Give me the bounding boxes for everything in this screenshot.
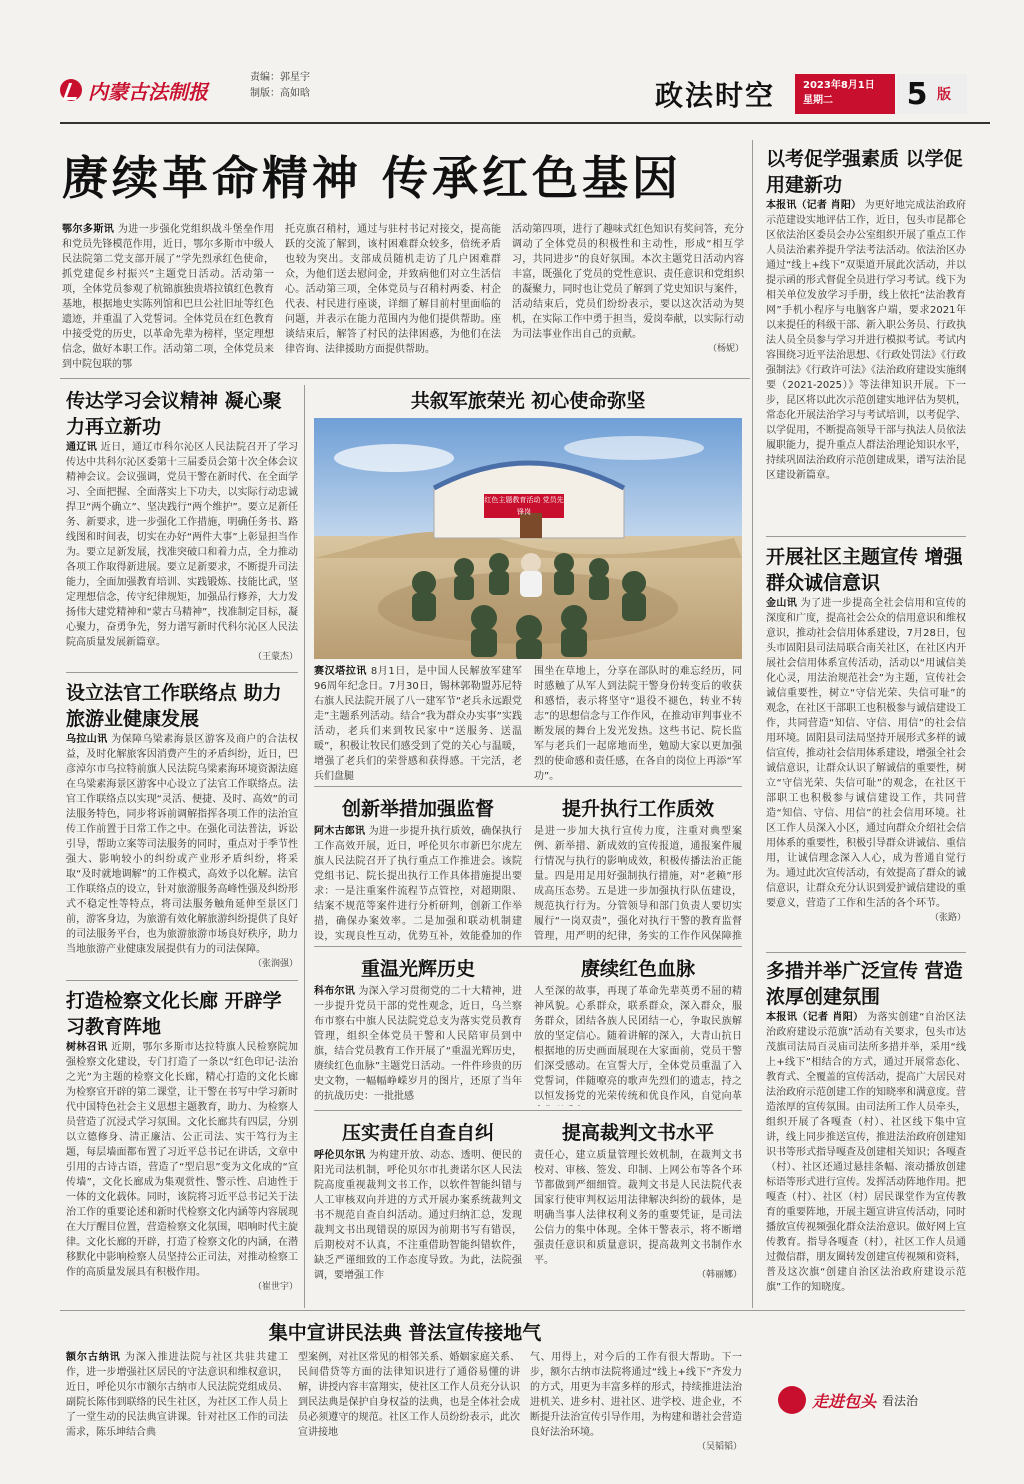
mid-story1-title: 创新举措加强监督 <box>341 798 494 820</box>
left-story3-lead: 树林召讯 <box>66 1042 108 1053</box>
mid-story2-text: 是进一步加大执行宣传力度，注重对典型案例、新举措、新成效的宣传报道，通报案件履行情况与执行的影响成效，积极传播法治正能量。四是用足用好强制执行措施，对“老赖”形成高压态势。五是进一步加强执行队伍建设，规范执行行为。分管领导和部门负责人要切实履行“一岗双责”，强化对执行干警的教育监督管理，用严明的纪律，务实的工作作风保障推 <box>534 826 742 942</box>
right-story2-text: 为了进一步提高全社会信用和宣传的深度和广度，提高社会公众的信用意识和维权意识，推动社会信用体系建设，7月28日，包头市固阳县司法局联合南关社区，在社区内开展社会信用体系宣传活动，活动以“用诚信美化心灵，用法治规范社会”为主题，宣传社会诚信重要性，树立“守信光荣、失信可耻”的观念，在社区干部职工也积极参与诚信建设工作，共同营造“知信、守信、用信”的社会信用环境。固阳县司法局坚持开展形式多样的诚信宣传，推动社会信用体系建设，增强全社会诚信意识，让群众认识了解诚信的重要性，树立“守信光荣、失信可耻”的观念，在社区干部职工也积极参与诚信建设工作，共同营造“知信、守信、用信”的社会信用环境。社区工作人员深入小区，通过向群众介绍社会信用体系的重要性，积极引导群众讲诚信、重信用，让诚信理念深入人心，成为普通自觉行为。通过此次宣传活动，有效提高了群众的诚信意识，让群众充分认识到爱护诚信建设的重要意义，营造了工作和生活的各个环节。 <box>766 598 966 909</box>
page-number-box <box>897 74 967 114</box>
right-rule-2 <box>766 952 966 953</box>
mid-story2-title: 提升执行工作质效 <box>561 798 714 820</box>
editor-name: 责编：郭星宇 <box>250 72 310 83</box>
page-suffix: 版 <box>937 87 951 103</box>
mid-story6-byline: （韩丽娜） <box>696 1270 742 1280</box>
right-story3-lead: 本报讯（记者 肖阳） <box>766 1012 864 1023</box>
main-story-byline: （杨妮） <box>707 344 744 354</box>
mid-story1-text: 为进一步提升执行质效，确保执行工作高效开展，近日，呼伦贝尔市新巴尔虎左旗人民法院召开了执行重点工作推进会。该院党组书记、院长提出执行工作具体措施提出要求：一是注重案件流程节点管控，对超期限、结案不规范等案件进行分析研判，创新工作举措，确保办案效率。二是加强和联动机制建设，实现良性互动，优势互补，效能叠加的作 <box>314 826 522 942</box>
left-story3-body <box>66 1040 298 1306</box>
right-story1-text: 为更好地完成法治政府示范建设实地评估工作，近日，包头市昆都仑区依法治区委员会办公室组织开展了重点工作人员法治素养提升学法考法活动。依法治区办通过“线上+线下”双渠道开展此次活动，并以提示函的形式督促全员进行学习考试。线下为相关单位发放学习手册，线上依托“法治教育网”手机小程序与电脑客户端，要求2021年以来提任的科级干部、新入职公务员、行政执法人员全员参与学习并进行模拟考试。考试内容围绕习近平法治思想、《行政处罚法》《行政强制法》《行政许可法》《法治政府建设实施纲要（2021-2025）》等法律知识开展。下一步，昆区将以此次示范创建实地评估为契机，常态化开展法治学习与考试培训，以考促学、以学促用，不断提高领导干部与执法人员依法履职能力，提升重点人群法治理论知识水平，持续巩固法治政府示范创建成果，谱写法治昆区建设新篇章。 <box>766 200 966 481</box>
bottom-story-col1 <box>66 1350 288 1450</box>
masthead-logo <box>60 72 240 108</box>
logo-icon <box>60 79 82 101</box>
mid-rule-2 <box>314 946 742 947</box>
yurt-photo-illustration <box>314 418 742 659</box>
main-story-col1 <box>62 222 274 372</box>
mid-story6-text: 责任心，建立质量管理长效机制，在裁判文书校对、审核、签发、印制、上网公布等各个环节都做到严细细管。裁判文书是人民法院代表国家行使审判权运用法律解决纠纷的载体，是明确当事人法律权利义务的重要凭证，是司法公信力的集中体现。全体干警表示，将不断增强责任意识和质量意识，提高裁判文书制作水平。 <box>534 1150 742 1266</box>
main-story-col2: 托克旗召稍村，通过与驻村书记对接交，提高能跃的交流了解到，该村困难群众较多，倍统矛盾也较为突出。支部成员随机走访了几户困难群众，为他们送去慰问金，并致病他们对立生活信心。活动第三项，全体党员与召稍村两委、村企代表、村民进行座谈，详细了解目前村里面临的问题，并表示在能力范围内为他们提供帮助。座谈结束后，解答了村民的法律困惑，为他们在法律咨询、法律援助方面提供帮助。 <box>285 224 501 355</box>
page-number: 5 <box>906 76 928 112</box>
photo-story-col1 <box>314 664 522 784</box>
right-story1-lead: 本报讯（记者 肖阳） <box>766 200 862 211</box>
left-story3-title: 打造检察文化长廊 开辟学习教育阵地 <box>66 990 282 1038</box>
photo-story-text2: 围坐在草地上，分享在部队时的难忘经历，同时感触了从军人到法院干警身份转变后的收获和感悟，表示将坚守“退役不褪色，转业不转志”的思想信念与工作作风，在推动审判事业不断发展的舞台上发光发热。这些书记、院长监军与老兵们一起席地而坐，勉励大家以更加强烈的使命感和责任感，在各自的岗位上再添“军功”。 <box>534 666 742 782</box>
left-column-rule <box>304 385 305 1308</box>
mid-story6-title: 提高裁判文书水平 <box>561 1122 714 1144</box>
right-story1-body <box>766 198 966 534</box>
mid-story5-body <box>314 1148 522 1306</box>
photo-story-lead: 赛汉塔拉讯 <box>314 666 368 677</box>
bottom-story-title: 集中宣讲民法典 普法宣传接地气 <box>268 1322 542 1344</box>
mid-story4-text: 人至深的故事，再现了革命先辈英勇不屈的精神风貌。心系群众，联系群众，深入群众，服务群众，团结各族人民团结一心，争取民族解放的坚定信心。随着讲解的深入，大青山抗日根据地的历史画面展现在大家面前，党员干警们深受感动。在宣誓大厅，全体党员重温了入党誓词，伴随嘹亮的歌声先烈们的遗志，持之以恒发扬党的光荣传统和优良作风，自觉向革 <box>534 986 742 1102</box>
newspaper-name: 内蒙古法制报 <box>88 79 208 104</box>
date-box <box>795 74 895 114</box>
bottom-story-text1: 为深入推进法院与社区共驻共建工作，进一步增强社区居民的守法意识和维权意识，近日，呼伦贝尔市额尔古纳市人民法院党组成员、副院长陈伟到联络的民生社区，为社区工作人员上了一堂生动的民法典宣讲课。针对社区工作的司法需求，陈乐坤结合典 <box>66 1352 288 1438</box>
yurt-photo <box>314 418 742 659</box>
left-rule-1 <box>66 672 298 673</box>
editor-credits <box>250 70 310 102</box>
left-story1-byline: （王蒙杰） <box>252 652 298 662</box>
main-story-col3 <box>512 222 744 372</box>
right-story3-text: 为落实创建“自治区法治政府建设示范旗”活动有关要求，包头市达茂旗司法局百灵庙司法所多措并举，采用“线上+线下”相结合的方式，通过开展常态化、教育式、全覆盖的宣传活动，提高广大居民对法治政府示范创建工作的知晓率和满意度。营造浓厚的宣传氛围。由司法所工作人员牵头，组织开展了各嘎查（村）、社区线下集中宣讲，线上同步推送宣传，推进法治政府创建知识书等形式指导嘎查及创建相关知识；各嘎查（村）、社区还通过悬挂条幅、滚动播放创建标语等形式进行宣传。发挥活动阵地作用。把嘎查（村）、社区（村）居民课堂作为宣传教育的重要阵地，开展主题宣讲宣传活动，同时播放宣传视频强化群众法治意识。做好网上宣传教育。指导各嘎查（村），社区工作人员通过微信群，朋友圈转发创建宣传视频和资料，普及这次旗“创建自治区法治政府建设示范旗”工作的知晓度。 <box>766 1012 966 1293</box>
mid-story5-text: 为构建开放、动态、透明、便民的阳光司法机制，呼伦贝尔市扎赉诺尔区人民法院高度重视裁判文书工作，以软件智能纠错与人工审核双向并进的方式开展办案系统裁判文书不规范自查自纠活动。通过归纳汇总，发现裁判文书出现错误的原因为前期书写有错误，后期校对不认真，不注重借助智能纠错软件，缺乏严谨细致的工作态度导致。为此，法院强调，要增强工作 <box>314 1150 522 1281</box>
left-story3-byline: （崔世宇） <box>252 1282 298 1292</box>
bottom-story-byline: （吴韬韬） <box>696 1442 742 1450</box>
left-story3-text: 近期，鄂尔多斯市达拉特旗人民检察院加强检察文化建设，专门打造了一条以“红色印记·法治之光”为主题的检察文化长廊，精心打造的文化长廊为检察官开辟的第二课堂，让干警在书写中学习新时代中国特色社会主义思想主题教育，助力、为检察人员营造了沉浸式学习氛围。文化长廊共有四层，分别以立德修身、清正廉洁、公正司法、实干笃行为主题，每层墙面都布置了习近平总书记在讲话，文章中引用的古诗古语，营造了“型启思”变为文化成的“宣传墙”，文化长廊成为集观赏性、警示性、启迪性于一体的文化载体。同时，该院将习近平总书记关于法治工作的重要论述和新时代检察文化内涵等内容展现在大厅醒目位置，营造检察文化氛围，唱响时代主旋律。文化长廊的开辟，打造了检察文化的内涵，在潜移默化中影响检察人员坚持公正司法，对推动检察工作的高质量发展具有积极作用。 <box>66 1042 298 1278</box>
right-column-rule <box>752 140 753 1308</box>
mid-story1-lead: 阿木古郎讯 <box>314 826 366 837</box>
right-story2-body <box>766 596 966 950</box>
mid-story4-title: 赓续红色血脉 <box>580 958 695 980</box>
producer-name: 制版：高如晗 <box>250 88 310 99</box>
section-title: 政法时空 <box>655 79 776 112</box>
right-story1-title: 以考促学强素质 以学促用建新功 <box>766 148 963 196</box>
right-story2-byline: （张路） <box>929 913 966 923</box>
right-story2-lead: 金山讯 <box>766 598 798 609</box>
mid-story3-title: 重温光辉历史 <box>360 958 475 980</box>
mid-story4-body <box>534 984 742 1106</box>
right-story2-title: 开展社区主题宣传 增强群众诚信意识 <box>766 546 963 594</box>
footer-brand <box>778 1384 978 1416</box>
header-rule <box>60 122 990 124</box>
issue-date: 2023年8月1日 <box>803 80 875 91</box>
mid-story3-body <box>314 984 522 1106</box>
issue-weekday: 星期二 <box>803 95 833 106</box>
left-story1-body <box>66 440 298 672</box>
brand-name: 走进包头 <box>812 1391 877 1411</box>
main-story-text3: 活动第四项，进行了趣味式红色知识有奖问答，充分调动了全体党员的积极性和主动性，形成“相互学习，共同进步”的良好氛围。本次主题党日活动内容丰富，既强化了党员的党性意识、责任意识和党组织的凝聚力，同时也让党员了解到了党史知识与案件，活动结束后，党员们纷纷表示，要以这次活动为契机，在实际工作中勇于担当，爱岗奉献，以实际行动为司法事业作出自己的贡献。 <box>512 224 744 340</box>
left-rule-2 <box>66 980 298 981</box>
yurt-banner-text: 红色主题教育活动 党员先锋岗 <box>484 496 564 516</box>
mid-rule-1 <box>314 786 742 787</box>
photo-story-col2 <box>534 664 742 784</box>
left-story2-byline: （张润强） <box>252 959 298 969</box>
mid-rule-3 <box>314 1110 742 1111</box>
left-story2-body <box>66 732 298 978</box>
brand-tagline: 看法治 <box>882 1393 919 1408</box>
photo-story-text1: 8月1日，是中国人民解放军建军96周年纪念日。7月30日，锡林郭勒盟苏尼特右旗人民法院开展了八一建军节“老兵永远跟党走”主题系列活动。结合“我为群众办实事”实践活动，老兵们来到牧民家中“送服务、送温暖”，积极让牧民们感受到了党的关心与温暖，增强了老兵们的荣誉感和获得感。干完活，老兵们盘腿 <box>314 666 522 782</box>
left-story2-title: 设立法官工作联络点 助力旅游业健康发展 <box>66 682 282 730</box>
left-story2-text: 为保障乌梁素海景区游客及商户的合法权益，及时化解旅客因消费产生的矛盾纠纷，近日，巴彦淖尔市乌拉特前旗人民法院乌梁素海环境资源法庭在乌梁素海景区游客中心设立了法官工作联络点。法官工作联络点以实现“灵活、便捷、及时、高效”的司法服务特色，同步将诉前调解指挥各项工作的法治宣传工作前置于日常工作之中。在强化司法普法，诉讼引导，帮助立案等司法服务的同时，重点对于季节性强大、影响较小的纠纷或产业形矛盾纠纷，将采取“及时就地调解”的工作模式，高效予以化解。法官工作联络点的设立，针对旅游服务高峰性强及纠纷形式不稳定性等特点，将司法服务触角延伸至景区门前，游客身边，为旅游有效化解旅游纠纷提供了良好的司法服务平台，也为旅游旅游市场良好秩序，助力当地旅游产业健康发展提供有力的司法保障。 <box>66 734 298 955</box>
right-story3-body <box>766 1010 966 1380</box>
main-story-text1: 为进一步强化党组织战斗堡垒作用和党员先锋模范作用，近日，鄂尔多斯市中级人民法院第二党支部开展了“学先烈承红色使命，抓党建促乡村振兴”主题党日活动。活动第一项，全体党员参观了杭锦旗独贵塔拉镇红色教育基地，根据地史实陈列馆和巴旦公社旧址等红色遗迹，并重温了入党誓词。全体党员在红色教育中接受党的历史，以革命先辈为榜样，坚定理想信念，做好本职工作。活动第二项，全体党员来到中院包联的鄂 <box>62 224 274 370</box>
brand-logo-icon <box>778 1386 806 1414</box>
bottom-story-col3 <box>530 1350 742 1450</box>
bottom-story-col2: 型案例，对社区常见的相邻关系、婚姻家庭关系、民间借贷等方面的法律知识进行了通俗易懂的讲解，讲授内容丰富翔实，使社区工作人员充分认识到民法典是保护自身权益的法典，也是全体社会成员必须遵守的规范。社区工作人员纷纷表示，此次宣讲接地 <box>298 1352 520 1438</box>
right-rule-1 <box>766 536 966 537</box>
main-headline: 赓续革命精神 传承红色基因 <box>62 151 683 205</box>
left-story2-lead: 乌拉山讯 <box>66 734 108 745</box>
main-story-rule <box>60 378 750 379</box>
left-story1-lead: 通辽讯 <box>66 442 98 453</box>
mid-story5-lead: 呼伦贝尔讯 <box>314 1150 366 1161</box>
left-story1-text: 近日，通辽市科尔沁区人民法院召开了学习传达中共科尔沁区委第十三届委员会第十次全体会议精神会议。会议强调，党员干警在新时代、在全面学习、全面把握、全面落实上下功夫，以实际行动忠诚捍卫“两个确立”、坚决践行“两个维护”。要立足新任务、新要求，进一步强化工作措施，明确任务书、路线图和时间表，切实在办好“两件大事”上彰显担当作为。要立足新发展，找准突破口和着力点，全力推动各项工作取得新进展。要立足新要求，不断提升司法能力，全面加强教育培训、实践锻炼、技能比武，坚定理想信念，传守纪律规矩，加强品行修养，大力发扬伟大建党精神和“蒙古马精神”，找准制定目标，凝心聚力，奋勇争先，努力谱写新时代科尔沁区人民法院高质量发展新篇章。 <box>66 442 298 648</box>
left-story1-title: 传达学习会议精神 凝心聚力再立新功 <box>66 390 282 438</box>
mid-story5-title: 压实责任自查自纠 <box>341 1122 494 1144</box>
right-story3-title: 多措并举广泛宣传 营造浓厚创建氛围 <box>766 960 963 1008</box>
mid-story6-body <box>534 1148 742 1306</box>
mid-story3-text: 为深入学习贯彻党的二十大精神，进一步提升党员干部的党性观念，近日，乌兰察布市察右中旗人民法院党总支为落实党员教育管理，组织全体党员干警和人民陪审员到中旗，结合党员教育工作开展了“重温光辉历史，赓续红色血脉”主题党日活动。一件件珍贵的历史文物，一幅幅峥嵘岁月的图片，还原了当年的抗战历史：一批批感 <box>314 986 522 1102</box>
bottom-story-text3: 气、用得上，对今后的工作有很大帮助。下一步，额尔古纳市法院将通过“线上+线下”齐发力的方式，用更为丰富多样的形式，持续推进法治进机关、进乡村、进社区、进学校、进企业，不断提升法治宣传引导作用，为构建和谐社会营造良好法治环境。 <box>530 1352 742 1438</box>
mid-story1-body <box>314 824 522 944</box>
mid-story2-body <box>534 824 742 944</box>
bottom-story-lead: 额尔古纳讯 <box>66 1352 121 1363</box>
mid-story3-lead: 科布尔讯 <box>314 986 355 997</box>
main-story-lead: 鄂尔多斯讯 <box>62 224 115 235</box>
photo-story-title: 共叙军旅荣光 初心使命弥坚 <box>410 390 646 412</box>
